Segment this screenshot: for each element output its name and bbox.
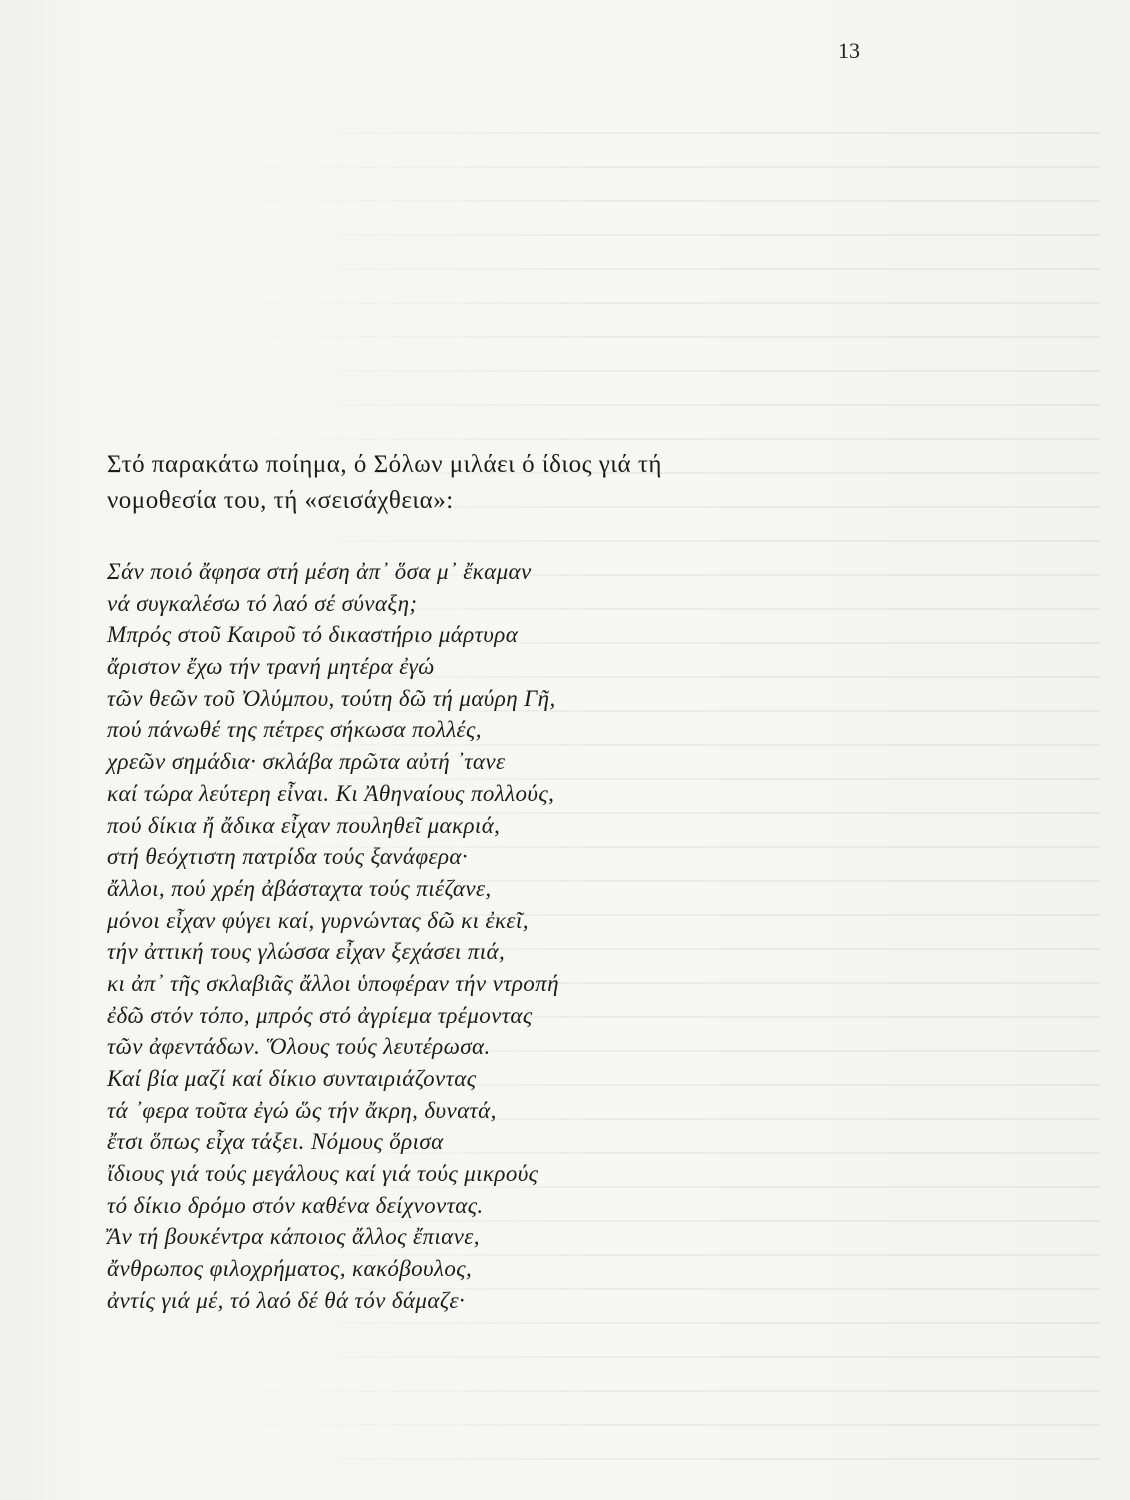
poem-line: στή θεόχτιστη πατρίδα τούς ξανάφερα· — [107, 844, 469, 870]
poem-line: Ἄν τή βουκέντρα κάποιος ἄλλος ἔπιανε, — [107, 1224, 480, 1250]
intro-paragraph — [107, 447, 867, 519]
poem-line: Μπρός στοῦ Καιροῦ τό δικαστήριο μάρτυρα — [107, 622, 519, 648]
poem-line: τῶν ἀφεντάδων. Ὅλους τούς λευτέρωσα. — [107, 1034, 491, 1060]
poem-line: τῶν θεῶν τοῦ Ὀλύμπου, τούτη δῶ τή μαύρη Γῆ, — [107, 685, 556, 711]
page-number: 13 — [838, 38, 860, 63]
poem-line: Καί βία μαζί καί δίκιο συνταιριάζοντας — [107, 1066, 477, 1091]
poem — [107, 556, 807, 1317]
poem-line: ἴδιους γιά τούς μεγάλους καί γιά τούς μικρούς — [107, 1161, 539, 1187]
poem-line: Σάν ποιό ἄφησα στή μέση ἀπ᾽ ὅσα μ᾽ ἔκαμαν — [107, 559, 532, 584]
poem-line: χρεῶν σημάδια· σκλάβα πρῶτα αὐτή ᾽τανε — [107, 749, 506, 775]
poem-line: πού πάνωθέ της πέτρες σήκωσα πολλές, — [107, 717, 482, 743]
poem-line: κι ἀπ᾽ τῆς σκλαβιᾶς ἄλλοι ὑποφέραν τήν ντροπή — [107, 970, 559, 996]
poem-line: τό δίκιο δρόμο στόν καθένα δείχνοντας. — [107, 1192, 484, 1218]
poem-line: τήν ἀττική τους γλώσσα εἶχαν ξεχάσει πιά, — [107, 939, 506, 965]
poem-line: ἄνθρωπος φιλοχρήματος, κακόβουλος, — [107, 1256, 473, 1282]
intro-line: νομοθεσία του, τή «σεισάχθεια»: — [107, 487, 454, 514]
poem-line: πού δίκια ἤ ἄδικα εἶχαν πουληθεῖ μακριά, — [107, 812, 501, 838]
poem-line: μόνοι εἶχαν φύγει καί, γυρνώντας δῶ κι ἐκεῖ, — [107, 907, 529, 933]
poem-line: καί τώρα λεύτερη εἶναι. Κι Ἀθηναίους πολλούς, — [107, 780, 555, 806]
poem-line: τά ᾽φερα τοῦτα ἐγώ ὥς τήν ἄκρη, δυνατά, — [107, 1097, 497, 1123]
poem-line: ἀντίς γιά μέ, τό λαό δέ θά τόν δάμαζε· — [107, 1287, 466, 1313]
poem-line: ἐδῶ στόν τόπο, μπρός στό ἀγρίεμα τρέμοντας — [107, 1002, 533, 1028]
poem-line: νά συγκαλέσω τό λαό σέ σύναξη; — [107, 590, 418, 616]
poem-line: ἄριστον ἔχω τήν τρανή μητέρα ἐγώ — [107, 654, 435, 680]
poem-line: ἔτσι ὅπως εἶχα τάξει. Νόμους ὅρισα — [107, 1129, 444, 1155]
poem-line: ἄλλοι, πού χρέη ἀβάσταχτα τούς πιέζανε, — [107, 875, 492, 901]
intro-line: Στό παρακάτω ποίημα, ό Σόλων μιλάει ό ίδιος γιά τή — [107, 451, 662, 478]
